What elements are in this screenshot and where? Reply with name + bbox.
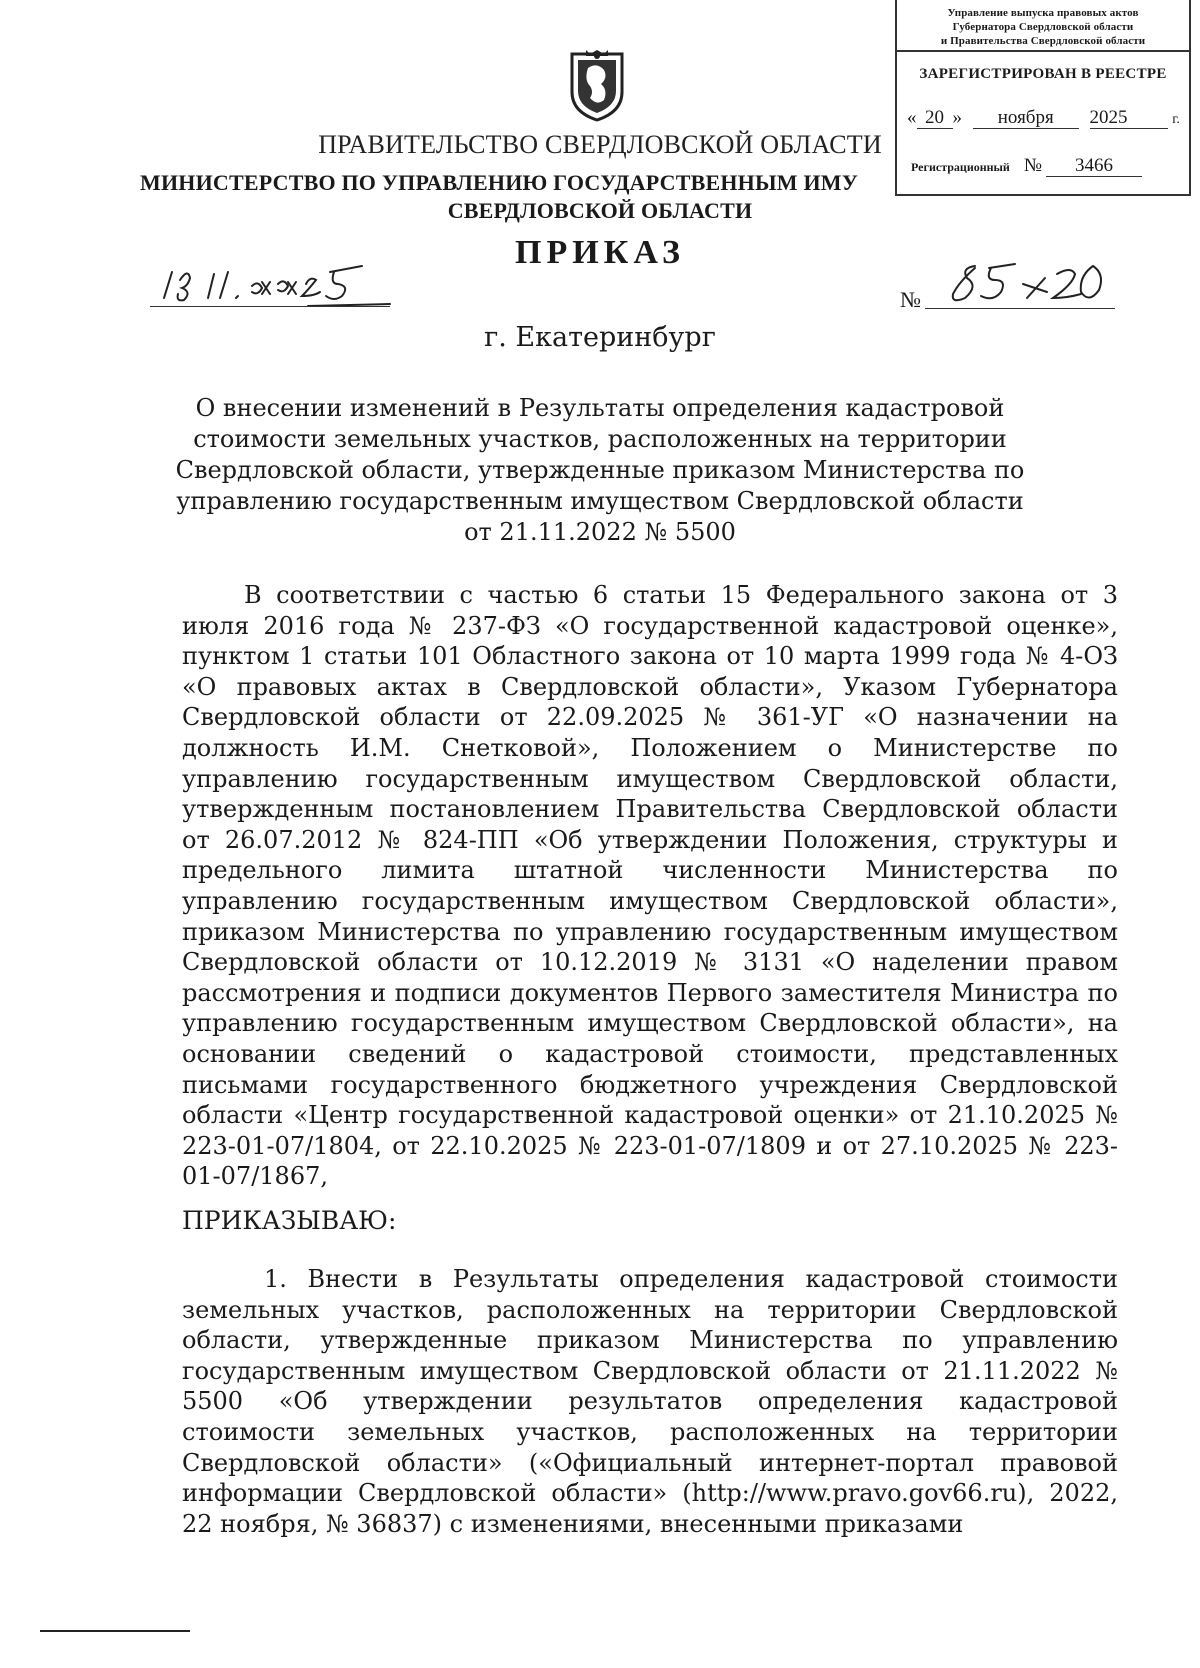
stamp-reg-label: Регистрационный xyxy=(911,160,1010,174)
stamp-title: ЗАРЕГИСТРИРОВАН В РЕЕСТРЕ xyxy=(919,66,1167,82)
number-sign: № xyxy=(900,287,921,312)
stamp-year xyxy=(1090,108,1168,129)
stamp-header xyxy=(897,0,1189,52)
stamp-quote-open: « xyxy=(907,107,917,128)
point-1-paragraph: 1. Внести в Результаты определения кадастровой стоимости земельных участков, расположенных на территории Свердловской области, утвержденные приказом Министерства по управлению государственным имуществом Свердловской области от 21.11.2022 № 5500 «Об утверждении результатов определения кадастровой стоимости земельных участков, расположенных на территории Свердловской области» («Официальный интернет-портал правовой информации Свердловской области» (http://www.pravo.gov66.ru), 2022, 22 ноября, № 36837) с изменениями, внесенными приказами xyxy=(182,1265,1118,1538)
stamp-header-line: Губернатора Свердловской области xyxy=(952,21,1134,33)
orders-heading: ПРИКАЗЫВАЮ: xyxy=(182,1206,397,1235)
coat-of-arms-icon xyxy=(568,48,626,122)
stamp-year-prefix: 20 xyxy=(1089,107,1109,128)
stamp-date xyxy=(907,107,1187,129)
stamp-year-abbr: г. xyxy=(1172,112,1180,127)
stamp-header-line: Управление выпуска правовых актов xyxy=(947,7,1139,19)
stamp-day: 20 xyxy=(917,108,953,129)
date-underline xyxy=(150,306,390,307)
ministry-name-line1: МИНИСТЕРСТВО ПО УПРАВЛЕНИЮ ГОСУДАРСТВЕННЫМ ИМУ xyxy=(140,170,859,195)
handwritten-number xyxy=(945,258,1105,312)
stamp-header-line: и Правительства Свердловской области xyxy=(940,35,1146,47)
stamp-reg-no-sign: № xyxy=(1023,155,1042,176)
government-name: ПРАВИТЕЛЬСТВО СВЕРДЛОВСКОЙ ОБЛАСТИ xyxy=(318,130,882,159)
registration-stamp xyxy=(895,0,1191,196)
stamp-month: ноября xyxy=(973,108,1079,129)
footnote-separator xyxy=(40,1630,190,1632)
ministry-name-line2: СВЕРДЛОВСКОЙ ОБЛАСТИ xyxy=(447,198,753,223)
document-type: ПРИКАЗ xyxy=(515,234,685,271)
preamble-paragraph: В соответствии с частью 6 статьи 15 Федерального закона от 3 июля 2016 года № 237-ФЗ «О государственной кадастровой оценке», пунктом 1 статьи 101 Областного закона от 10 марта 1999 года № 4-ОЗ «О правовых актах в Свердловской области», Указом Губернатора Свердловской области от 22.09.2025 № 361-УГ «О назначении на должность И.М. Снетковой», Положением о Министерстве по управлению государственным имуществом Свердловской области, утвержденным постановлением Правительства Свердловской области от 26.07.2012 № 824-ПП «Об утверждении Положения, структуры и предельного лимита штатной численности Министерства по управлению государственным имуществом Свердловской области», приказом Министерства по управлению государственным имуществом Свердловской области от 10.12.2019 № 3131 «О наделении правом рассмотрения и подписи документов Первого заместителя Министра по управлению государственным имуществом Свердловской области», на основании сведений о кадастровой стоимости, представленных письмами государственного бюджетного учреждения Свердловской области «Центр государственной кадастровой оценки» от 21.10.2025 № 223-01-07/1804, от 22.10.2025 № 223-01-07/1809 и от 27.10.2025 № 223-01-07/1867, xyxy=(182,581,1118,1191)
stamp-year-suffix: 25 xyxy=(1108,107,1128,128)
city-name: г. Екатеринбург xyxy=(484,322,716,353)
stamp-reg-number: 3466 xyxy=(1046,156,1142,177)
stamp-quote-close: » xyxy=(952,107,962,128)
document-title: О внесении изменений в Результаты определения кадастровой стоимости земельных участков, расположенных на территории Свердловской области, утвержденные приказом Министерства по управлению государственным имуществом Свердловской области от 21.11.2022 № 5500 xyxy=(175,394,1025,546)
